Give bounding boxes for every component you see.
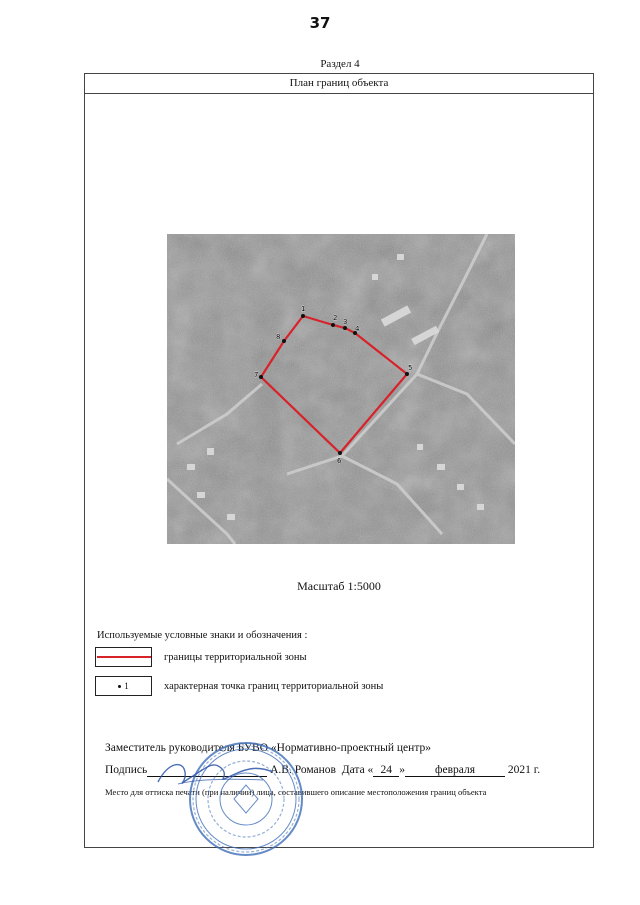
point-5	[405, 372, 409, 376]
point-7	[259, 375, 263, 379]
signer-name: А.В. Романов	[270, 764, 336, 776]
point-label-3: 3	[343, 318, 348, 326]
legend-point-label: характерная точка границ территориальной зоны	[164, 680, 384, 692]
aerial-map-svg	[167, 234, 515, 544]
point-6	[338, 451, 342, 455]
legend-title: Используемые условные знаки и обозначения :	[97, 630, 308, 641]
point-label-5: 5	[408, 364, 413, 372]
point-label-8: 8	[276, 333, 281, 341]
point-label-4: 4	[355, 325, 360, 333]
legend-point-row	[95, 676, 383, 696]
point-3	[343, 326, 347, 330]
date-day: 24	[373, 764, 399, 777]
page-number: 37	[309, 14, 331, 32]
date-month: февраля	[405, 764, 505, 777]
sign-label: Подпись	[105, 764, 148, 776]
point-label-1: 1	[301, 305, 306, 313]
map-scale: Масштаб 1:5000	[297, 579, 381, 593]
date-label: Дата «	[341, 764, 374, 776]
point-label-2: 2	[333, 314, 338, 322]
legend-boundary-symbol	[95, 647, 152, 667]
section-label: Раздел 4	[320, 58, 360, 70]
signer-position: Заместитель руководителя БУВО «Нормативно-проектный центр»	[105, 742, 431, 754]
plan-frame	[84, 73, 594, 848]
legend-boundary-row	[95, 647, 307, 667]
date-day-close: »	[399, 764, 406, 776]
point-2	[331, 323, 335, 327]
legend-point-symbol	[95, 676, 152, 696]
frame-title: План границ объекта	[85, 74, 593, 94]
signature-svg	[153, 754, 283, 794]
point-1	[301, 314, 305, 318]
point-label-6: 6	[337, 457, 342, 465]
boundary-line-sample	[97, 656, 151, 658]
point-label-7: 7	[254, 371, 259, 379]
handwritten-signature	[153, 754, 283, 799]
date-year: 2021 г.	[507, 764, 541, 776]
legend-boundary-label: границы территориальной зоны	[164, 651, 307, 663]
legend-point-sample: 1	[124, 681, 129, 691]
point-8	[282, 339, 286, 343]
aerial-map	[167, 234, 515, 544]
point-dot-icon	[118, 685, 121, 688]
stamp-note: Место для оттиска печати (при наличии) лица, составившего описание местоположения границ объекта	[105, 787, 487, 797]
